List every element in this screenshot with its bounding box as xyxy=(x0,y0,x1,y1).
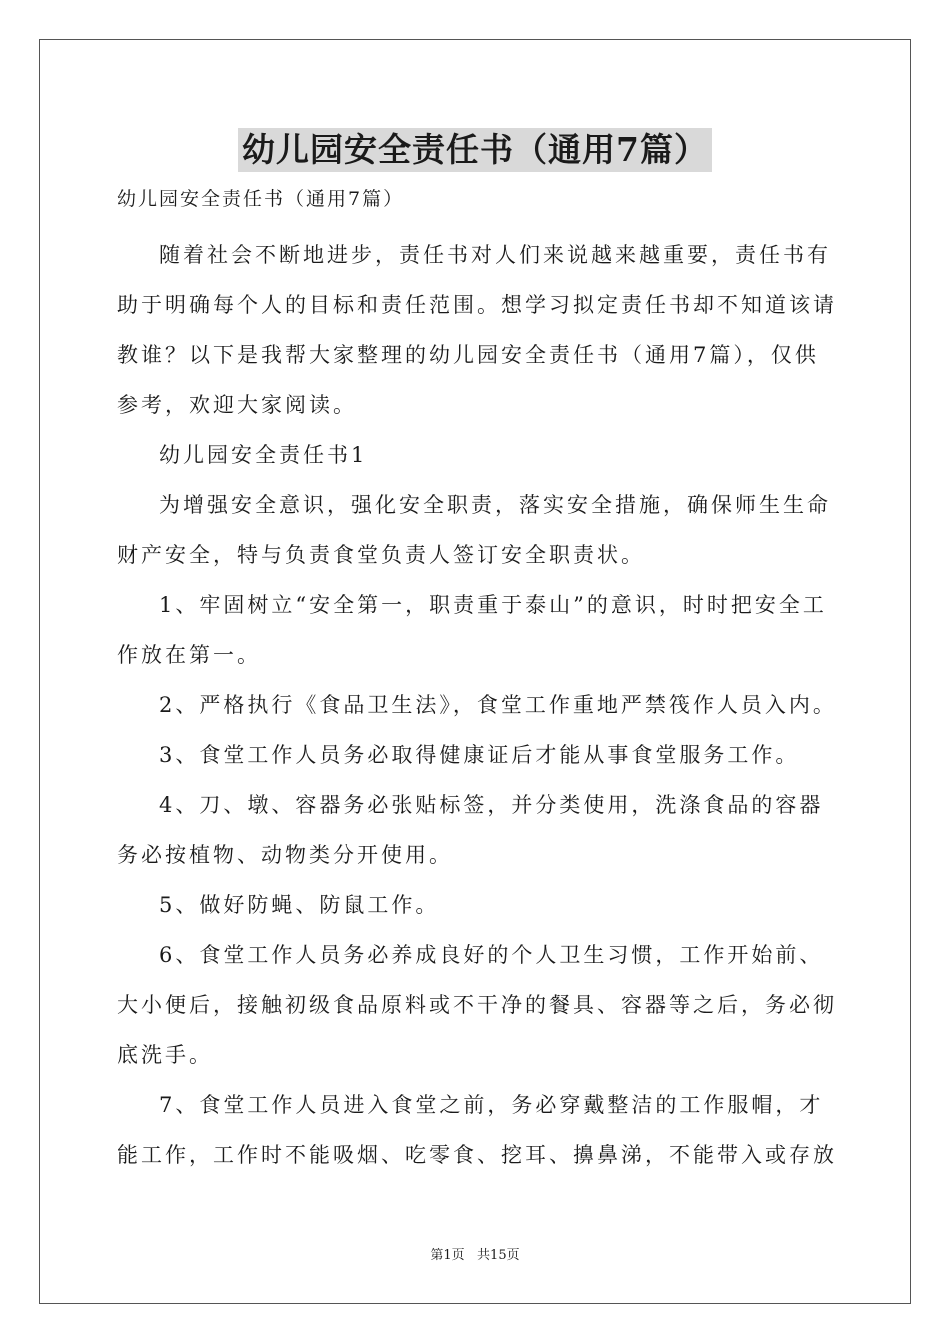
list-item: 5、做好防蝇、防鼠工作。 xyxy=(159,893,440,917)
paragraph-intro: 随着社会不断地进步，责任书对人们来说越来越重要，责任书有助于明确每个人的目标和责任范围。想学习拟定责任书却不知道该请教谁？以下是我帮大家整理的幼儿园安全责任书（通用7篇），仅供参考，欢迎大家阅读。 xyxy=(117,243,837,417)
list-item: 3、食堂工作人员务必取得健康证后才能从事食堂服务工作。 xyxy=(159,743,800,767)
paragraph: 为增强安全意识，强化安全职责，落实安全措施，确保师生生命财产安全，特与负责食堂负责人签订安全职责状。 xyxy=(117,493,831,567)
list-item: 6、食堂工作人员务必养成良好的个人卫生习惯，工作开始前、大小便后，接触初级食品原料或不干净的餐具、容器等之后，务必彻底洗手。 xyxy=(117,943,837,1067)
document-subtitle: 幼儿园安全责任书（通用7篇） xyxy=(117,188,405,210)
title-container xyxy=(0,128,950,172)
list-item: 2、严格执行《食品卫生法》，食堂工作重地严禁筏作人员入内。 xyxy=(159,693,837,717)
document-title: 幼儿园安全责任书（通用7篇） xyxy=(238,128,712,172)
section-heading: 幼儿园安全责任书1 xyxy=(159,443,368,467)
list-item: 7、食堂工作人员进入食堂之前，务必穿戴整洁的工作服帽，才能工作，工作时不能吸烟、吃零食、挖耳、擤鼻涕，不能带入或存放 xyxy=(117,1093,837,1167)
list-item: 4、刀、墩、容器务必张贴标签，并分类使用，洗涤食品的容器务必按植物、动物类分开使用。 xyxy=(117,793,824,867)
page-number-footer: 第1页 共15页 xyxy=(430,1248,520,1263)
list-item: 1、牢固树立“安全第一，职责重于泰山”的意识，时时把安全工作放在第一。 xyxy=(117,593,827,667)
document-body xyxy=(117,230,837,1180)
